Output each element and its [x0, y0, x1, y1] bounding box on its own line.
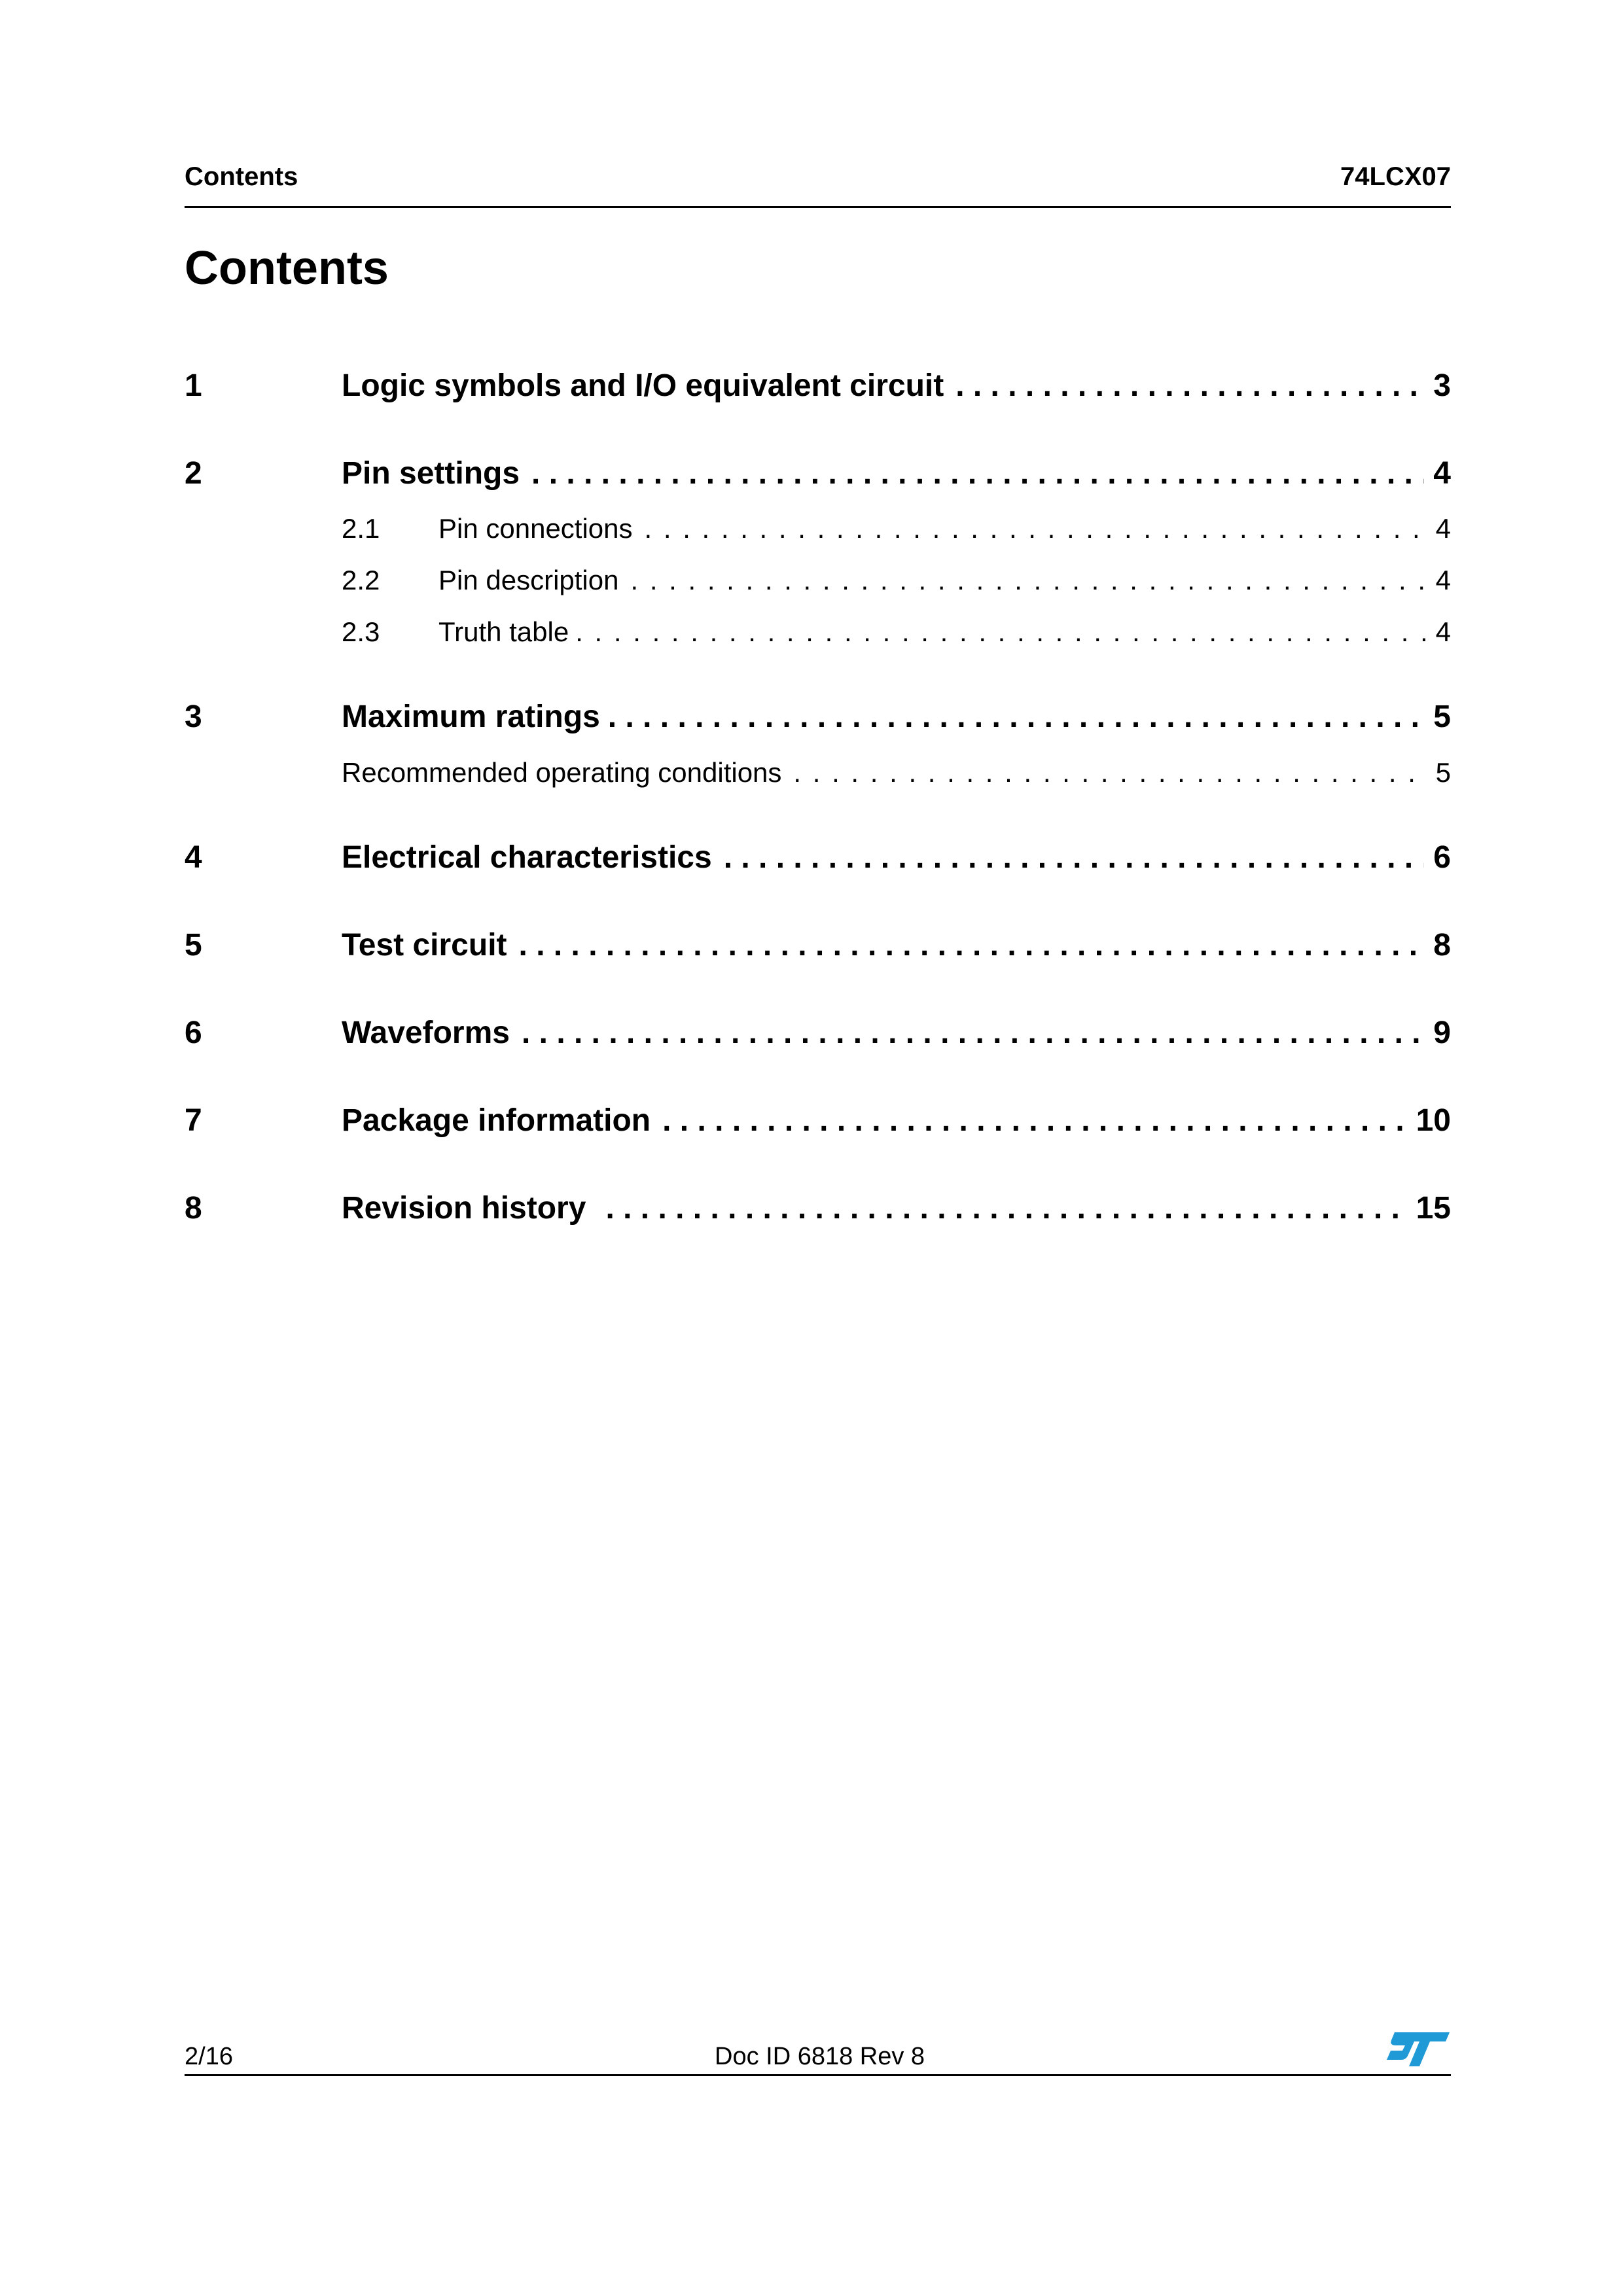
- toc-entry-page[interactable]: 4: [1433, 456, 1451, 491]
- toc-subentry-number: 2.1: [342, 513, 380, 544]
- toc-entry-number: 1: [185, 368, 202, 403]
- toc-leader-dots: [955, 365, 1424, 407]
- toc-leader-dots: [531, 453, 1424, 495]
- toc-entry-title[interactable]: Pin settings: [342, 456, 520, 491]
- doc-id: Doc ID 6818 Rev 8: [715, 2043, 925, 2070]
- toc-entry[interactable]: [185, 365, 1451, 407]
- toc-leader-dots: [645, 510, 1427, 547]
- toc-entry-page[interactable]: 8: [1433, 928, 1451, 963]
- page-header: [185, 159, 1451, 208]
- toc-leader-dots: [630, 562, 1426, 599]
- toc-entry-page[interactable]: 3: [1433, 368, 1451, 403]
- toc-entry[interactable]: [185, 453, 1451, 495]
- toc-entry[interactable]: [185, 925, 1451, 966]
- toc-entry-number: 6: [185, 1016, 202, 1050]
- toc-entry-page[interactable]: 6: [1433, 840, 1451, 875]
- toc-leader-dots: [724, 837, 1425, 879]
- toc-subentry-title[interactable]: Recommended operating conditions: [342, 757, 782, 788]
- toc-leader-dots: [519, 925, 1425, 966]
- toc-entry-title[interactable]: Waveforms: [342, 1016, 510, 1050]
- toc-entry-page[interactable]: 10: [1416, 1103, 1451, 1138]
- toc-entry-number: 3: [185, 699, 202, 734]
- page-number: 2/16: [185, 2043, 233, 2070]
- toc-subentry-number: 2.3: [342, 616, 380, 647]
- toc-entry-number: 4: [185, 840, 202, 875]
- toc-subentry-number: 2.2: [342, 565, 380, 595]
- toc-subentry[interactable]: [185, 614, 1451, 650]
- toc-entry-title[interactable]: Revision history: [342, 1191, 586, 1226]
- st-logo-icon: [1385, 2030, 1451, 2069]
- toc-subentry-title[interactable]: Truth table: [438, 616, 569, 647]
- toc-leader-dots: [605, 1188, 1406, 1229]
- toc-subentry-page[interactable]: 4: [1435, 565, 1451, 595]
- header-section-label: Contents: [185, 162, 298, 191]
- toc-entry[interactable]: [185, 1100, 1451, 1142]
- toc-entry-title[interactable]: Maximum ratings: [342, 699, 600, 734]
- toc-entry[interactable]: [185, 696, 1451, 738]
- page-footer: [185, 2027, 1451, 2076]
- header-part-number: 74LCX07: [1340, 162, 1451, 191]
- toc-subentry[interactable]: [185, 754, 1451, 791]
- toc-leader-dots: [522, 1012, 1424, 1054]
- toc-entry-title[interactable]: Logic symbols and I/O equivalent circuit: [342, 368, 944, 403]
- toc-subentry-page[interactable]: 4: [1435, 513, 1451, 544]
- page-title: Contents: [185, 242, 389, 294]
- toc-entry-title[interactable]: Test circuit: [342, 928, 507, 963]
- toc-subentry[interactable]: [185, 510, 1451, 547]
- toc-entry-number: 8: [185, 1191, 202, 1226]
- toc-subentry-title[interactable]: Pin connections: [438, 513, 633, 544]
- toc-entry[interactable]: [185, 1012, 1451, 1054]
- toc-entry-number: 2: [185, 456, 202, 491]
- toc-entry-page[interactable]: 5: [1433, 699, 1451, 734]
- toc-subentry-page[interactable]: 4: [1435, 616, 1451, 647]
- toc-entry-number: 7: [185, 1103, 202, 1138]
- toc-entry[interactable]: [185, 837, 1451, 879]
- toc-subentry[interactable]: [185, 562, 1451, 599]
- toc-leader-dots: [575, 614, 1426, 650]
- toc-subentry-title[interactable]: Pin description: [438, 565, 619, 595]
- toc-leader-dots: [608, 696, 1425, 738]
- toc-entry-page[interactable]: 15: [1416, 1191, 1451, 1226]
- toc-entry-page[interactable]: 9: [1433, 1016, 1451, 1050]
- toc-entry-title[interactable]: Electrical characteristics: [342, 840, 712, 875]
- toc-leader-dots: [793, 754, 1426, 791]
- toc-subentry-page[interactable]: 5: [1435, 757, 1451, 788]
- toc-entry[interactable]: [185, 1188, 1451, 1229]
- toc-entry-number: 5: [185, 928, 202, 963]
- toc-leader-dots: [662, 1100, 1406, 1142]
- toc-entry-title[interactable]: Package information: [342, 1103, 651, 1138]
